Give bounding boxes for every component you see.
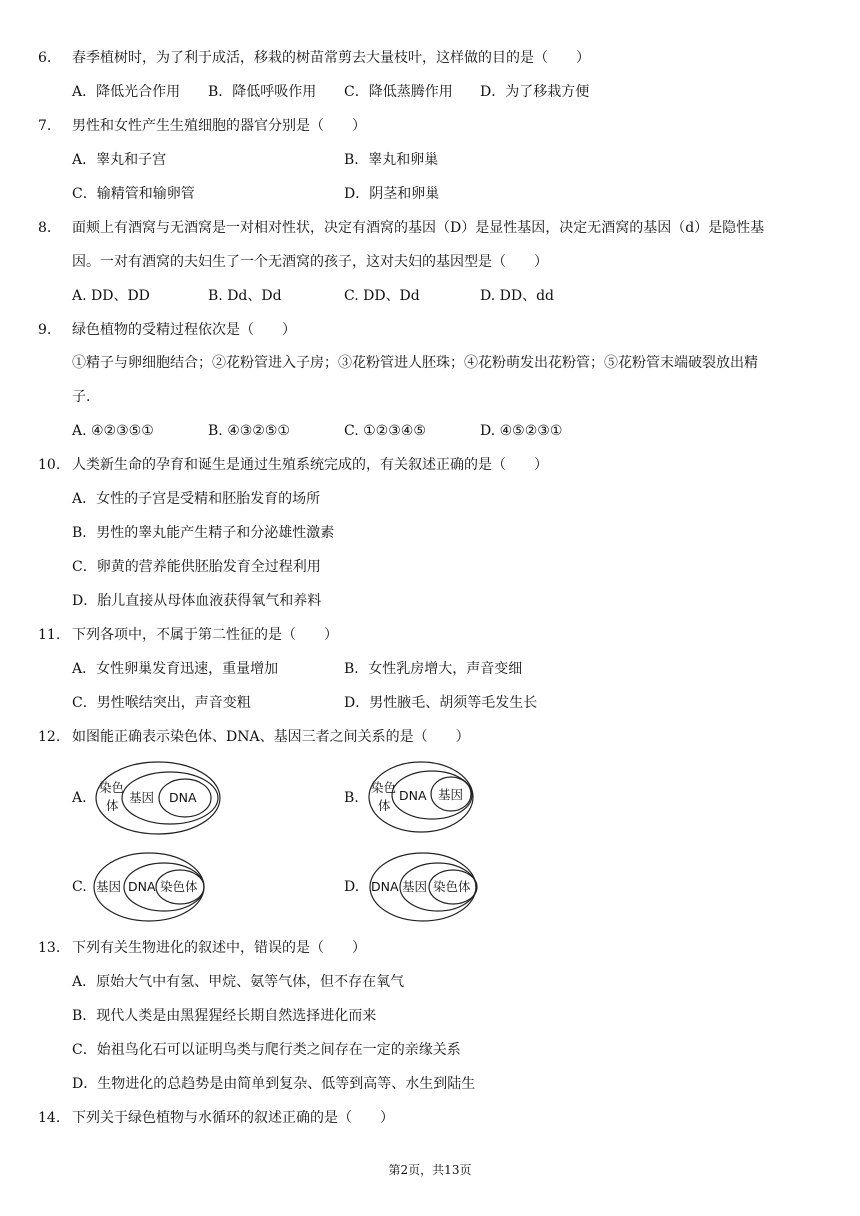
question-stem: 人类新生命的孕育和诞生是通过生殖系统完成的，有关叙述正确的是（ ）	[72, 457, 548, 473]
question-stem: 如图能正确表示染色体、DNA、基因三者之间关系的是（ ）	[72, 729, 470, 745]
question-stem: 男性和女性产生生殖细胞的器官分别是（ ）	[72, 118, 366, 134]
inner-label: DNA	[169, 790, 197, 805]
option-b: B．现代人类是由黑猩猩经长期自然选择进化而来	[72, 1008, 377, 1024]
option-c-letter: C.	[72, 879, 87, 895]
option-b: B．睾丸和卵巢	[344, 152, 439, 168]
question-detail: ①精子与卵细胞结合；②花粉管进入子房；③花粉管进人胚珠；④花粉萌发出花粉管；⑤花粉管末端破裂放出精	[72, 355, 758, 371]
option-b-letter: B.	[344, 790, 359, 806]
question-number: 14.	[38, 1110, 61, 1126]
page-footer: 第2页，共13页	[388, 1163, 472, 1177]
option-d-letter: D.	[344, 879, 360, 895]
outer-label: 染色	[99, 780, 125, 795]
option-b: B. ④③②⑤①	[208, 423, 290, 439]
option-c: C．降低蒸腾作用	[344, 84, 453, 100]
option-c: C. DD、Dd	[344, 288, 420, 304]
option-d: D．为了移栽方便	[480, 84, 590, 100]
option-b: B．男性的睾丸能产生精子和分泌雄性激素	[72, 525, 335, 541]
question-stem-continued: 因。一对有酒窝的夫妇生了一个无酒窝的孩子，这对夫妇的基因型是（ ）	[72, 254, 548, 270]
option-c: C. ①②③④⑤	[344, 423, 426, 439]
outer-label: DNA	[371, 879, 399, 894]
question-number: 7.	[38, 118, 52, 134]
option-a: A. DD、DD	[72, 288, 150, 304]
venn-diagram-d	[368, 851, 482, 923]
question-stem: 下列关于绿色植物与水循环的叙述正确的是（ ）	[72, 1110, 394, 1126]
option-d: D．胎儿直接从母体血液获得氧气和养料	[72, 593, 322, 609]
middle-label: 基因	[129, 790, 155, 805]
option-d: D. ④⑤②③①	[480, 423, 563, 439]
option-d: D．阴茎和卵巢	[344, 186, 440, 202]
question-stem: 下列有关生物进化的叙述中，错误的是（ ）	[72, 940, 366, 956]
option-a-letter: A.	[72, 790, 87, 806]
question-number: 11.	[38, 627, 61, 643]
option-d: D．生物进化的总趋势是由简单到复杂、低等到高等、水生到陆生	[72, 1076, 476, 1092]
question-stem: 绿色植物的受精过程依次是（ ）	[72, 322, 296, 338]
inner-label: 染色体	[160, 879, 198, 894]
question-stem: 面颊上有酒窝与无酒窝是一对相对性状，决定有酒窝的基因（D）是显性基因，决定无酒窝的基因（d）是隐性基	[72, 220, 765, 236]
venn-diagram-a	[94, 760, 224, 836]
middle-label: DNA	[399, 788, 427, 803]
venn-diagram-b	[367, 760, 477, 836]
option-a: A．女性卵巢发育迅速，重量增加	[72, 661, 279, 677]
question-number: 12.	[38, 729, 61, 745]
question-stem: 下列各项中，不属于第二性征的是（ ）	[72, 627, 338, 643]
option-a: A．女性的子宫是受精和胚胎发育的场所	[72, 491, 321, 507]
option-b: B．女性乳房增大，声音变细	[344, 661, 523, 677]
question-number: 6.	[38, 50, 52, 66]
option-a: A. ④②③⑤①	[72, 423, 154, 439]
option-b: B. Dd、Dd	[208, 288, 282, 304]
outer-label: 基因	[96, 879, 122, 894]
option-b: B．降低呼吸作用	[208, 84, 317, 100]
venn-diagram-c	[92, 851, 210, 923]
option-a: A．降低光合作用	[72, 84, 181, 100]
outer-label-2: 体	[378, 798, 391, 813]
option-c: C．始祖鸟化石可以证明鸟类与爬行类之间存在一定的亲缘关系	[72, 1042, 461, 1058]
option-c: C．男性喉结突出，声音变粗	[72, 695, 251, 711]
middle-label: DNA	[128, 879, 156, 894]
option-c: C．输精管和输卵管	[72, 186, 195, 202]
inner-label: 基因	[438, 787, 464, 802]
question-number: 9.	[38, 322, 52, 338]
question-detail-continued: 子.	[72, 389, 91, 405]
outer-label: 染色	[371, 780, 397, 795]
option-a: A．原始大气中有氢、甲烷、氨等气体，但不存在氧气	[72, 974, 405, 990]
question-number: 8.	[38, 220, 52, 236]
question-stem: 春季植树时，为了利于成活，移栽的树苗常剪去大量枝叶，这样做的目的是（ ）	[72, 50, 590, 66]
question-number: 10.	[38, 457, 61, 473]
option-c: C．卵黄的营养能供胚胎发育全过程利用	[72, 559, 321, 575]
question-number: 13.	[38, 940, 61, 956]
option-d: D. DD、dd	[480, 288, 554, 304]
outer-label-2: 体	[106, 798, 119, 813]
inner-label: 染色体	[433, 879, 471, 894]
middle-label: 基因	[402, 879, 428, 894]
option-d: D．男性腋毛、胡须等毛发生长	[344, 695, 538, 711]
option-a: A．睾丸和子宫	[72, 152, 167, 168]
